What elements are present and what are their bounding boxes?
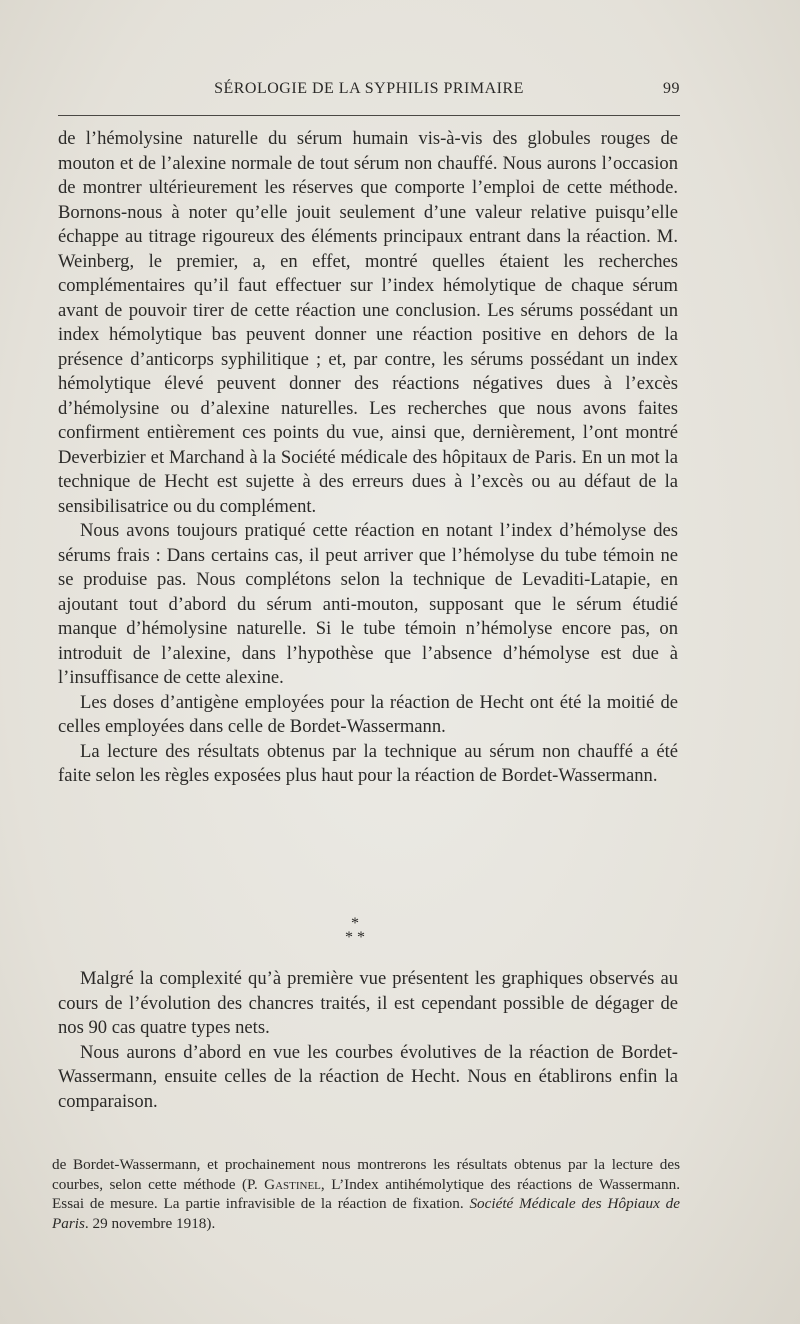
page-number: 99 <box>663 80 680 97</box>
running-title: SÉROLOGIE DE LA SYPHILIS PRIMAIRE <box>214 80 524 97</box>
header-rule <box>58 115 680 116</box>
section-text <box>58 967 678 1114</box>
section-asterism <box>330 917 380 945</box>
footnote-text: . 29 novembre 1918). <box>84 1214 216 1232</box>
page-header <box>58 80 680 106</box>
asterism-top: * <box>351 915 359 932</box>
footnote-author: Gastinel <box>264 1175 321 1193</box>
main-text <box>58 127 678 789</box>
paragraph: Nous avons toujours pratiqué cette réaction en notant l’index d’hémolyse des sérums frais : Dans certains cas, il peut arriver que l’hémolyse du tube témoin ne se produise pas. Nous complétons selon la technique de Levaditi-Latapie, en ajoutant tout d’abord du sérum anti-mouton, supposant que le sérum étudié manque d’hémolysine naturelle. Si le tube témoin n’hémolyse encore pas, on introduit de l’alexine, dans l’hypothèse que l’absence d’hémolyse est due à l’insuffisance de cette alexine. <box>58 520 678 688</box>
paragraph: Les doses d’antigène employées pour la réaction de Hecht ont été la moitié de celles employées dans celle de Bordet-Wassermann. <box>58 691 678 737</box>
paragraph: La lecture des résultats obtenus par la technique au sérum non chauffé a été faite selon les règles exposées plus haut pour la réaction de Bordet-Wassermann. <box>58 740 678 786</box>
footnote-text: , L’Index antihémolytique des réactions de Wassermann. Essai de mesure. La partie infravisible de la réaction de fixation. <box>52 1175 680 1212</box>
paragraph: Malgré la complexité qu’à première vue présentent les graphiques observés au cours de l’évolution des chancres traités, il est cependant possible de dégager de nos 90 cas quatre types nets. <box>58 968 678 1038</box>
footnote <box>52 1155 680 1233</box>
paragraph: de l’hémolysine naturelle du sérum humain vis-à-vis des globules rouges de mouton et de l’alexine normale de tout sérum non chauffé. Nous aurons l’occasion de montrer ultérieurement les réserves que comporte l’emploi de cette méthode. Bornons-nous à noter qu’elle jouit seulement d’une valeur relative puisqu’elle échappe au titrage rigoureux des éléments principaux entrant dans la réaction. M. Weinberg, le premier, a, en effet, montré quelles étaient les recherches complémentaires qu’il faut effectuer sur l’index hémolytique de chaque sérum avant de pouvoir tirer de cette réaction une conclusion. Les sérums possédant un index hémolytique bas peuvent donner une réaction positive en dehors de la présence d’anticorps syphilitique ; et, par contre, les sérums possédant un index hémolytique élevé peuvent donner des réactions négatives dues à l’excès d’hémolysine ou d’alexine naturelles. Les recherches que nous avons faites confirment entièrement ces points du vue, ainsi que, dernièrement, l’ont montré Deverbizier et Marchand à la Société médicale des hôpitaux de Paris. En un mot la technique de Hecht est sujette à des erreurs dues à l’excès ou au défaut de la sensibilisatrice ou du complément. <box>58 128 678 517</box>
footnote-journal: Société Médicale des Hôpiaux de Paris <box>52 1195 680 1232</box>
footnote-text: de Bordet-Wassermann, et prochainement nous montrerons les résultats obtenus par la lecture des courbes, selon cette méthode (P. <box>52 1156 680 1193</box>
paragraph: Nous aurons d’abord en vue les courbes évolutives de la réaction de Bordet-Wassermann, ensuite celles de la réaction de Hecht. Nous en établirons enfin la comparaison. <box>58 1041 678 1112</box>
asterism-bottom: * * <box>345 929 365 946</box>
